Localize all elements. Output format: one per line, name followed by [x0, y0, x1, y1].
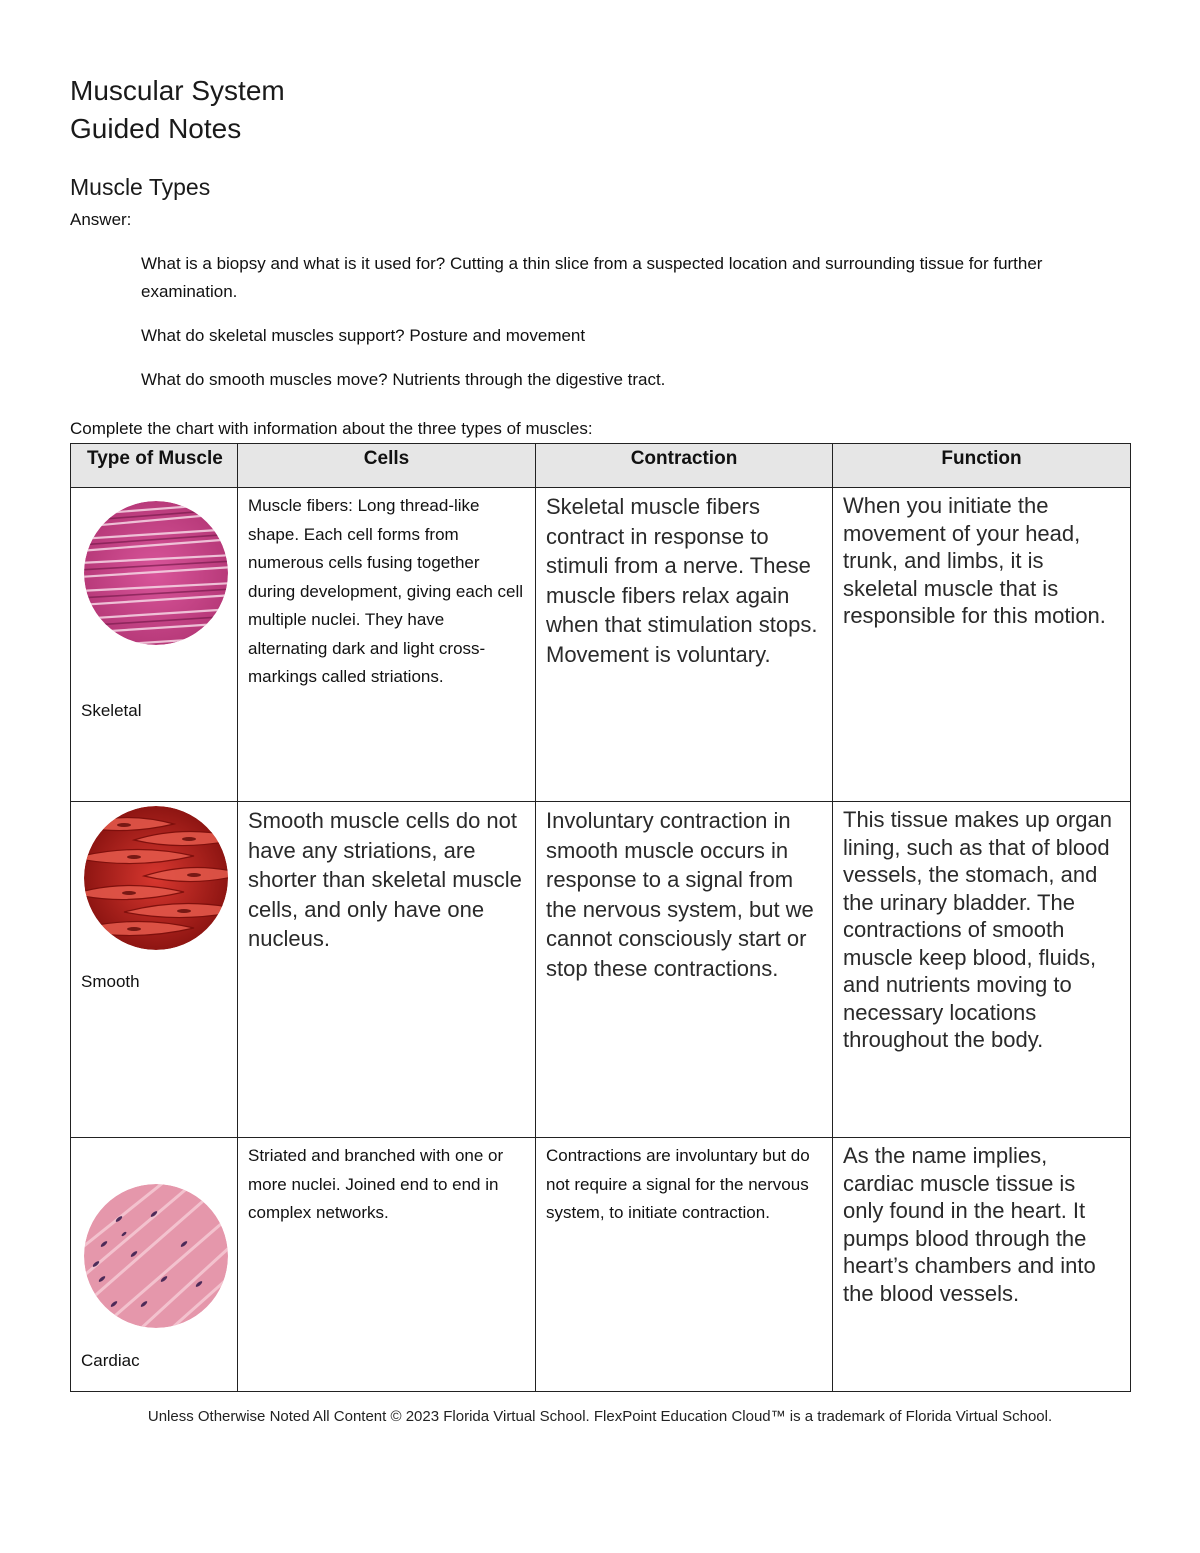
- type-cell-smooth: [71, 802, 238, 1138]
- header-function: Function: [833, 444, 1131, 488]
- cells-text-cardiac: Striated and branched with one or more nuclei. Joined end to end in complex networks.: [248, 1146, 504, 1222]
- function-text-smooth: This tissue makes up organ lining, such as that of blood vessels, the stomach, and the urinary bladder. The contractions of smooth muscle keep blood, fluids, and nutrients moving to necessary locations throughout the body.: [843, 807, 1113, 1052]
- cardiac-muscle-image: [84, 1184, 228, 1328]
- cells-text-skeletal: Muscle fibers: Long thread-like shape. Each cell forms from numerous cells fusing together during development, giving each cell multiple nuclei. They have alternating dark and light cross-markings called striations.: [248, 496, 524, 686]
- header-contraction: Contraction: [536, 444, 833, 488]
- table-row-cardiac: [71, 1138, 1131, 1392]
- function-cardiac: [833, 1138, 1131, 1392]
- smooth-muscle-image: [84, 806, 228, 950]
- contraction-smooth: [536, 802, 833, 1138]
- cells-smooth: [238, 802, 536, 1138]
- type-label-cardiac: Cardiac: [81, 1351, 140, 1370]
- cells-cardiac: [238, 1138, 536, 1392]
- question-smooth-move: What do smooth muscles move? Nutrients through the digestive tract.: [141, 370, 666, 389]
- header-type-of-muscle: Type of Muscle: [71, 444, 238, 488]
- cells-text-smooth: Smooth muscle cells do not have any striations, are shorter than skeletal muscle cells, and only have one nucleus.: [248, 808, 522, 951]
- function-text-skeletal: When you initiate the movement of your head, trunk, and limbs, it is skeletal muscle that is responsible for this motion.: [843, 493, 1106, 628]
- contraction-text-smooth: Involuntary contraction in smooth muscle occurs in response to a signal from the nervous system, but we cannot consciously start or stop these contractions.: [546, 808, 814, 981]
- header-cells: Cells: [238, 444, 536, 488]
- table-row-skeletal: [71, 488, 1131, 802]
- page-title: Muscular System: [70, 75, 285, 106]
- skeletal-muscle-image: [84, 501, 228, 645]
- contraction-cardiac: [536, 1138, 833, 1392]
- contraction-text-cardiac: Contractions are involuntary but do not require a signal for the nervous system, to initiate contraction.: [546, 1146, 810, 1222]
- table-header-row: [71, 444, 1131, 488]
- type-label-skeletal: Skeletal: [81, 701, 142, 720]
- function-smooth: [833, 802, 1131, 1138]
- question-skeletal-support: What do skeletal muscles support? Posture and movement: [141, 326, 586, 345]
- muscle-types-table: [70, 443, 1131, 1392]
- chart-intro: Complete the chart with information about the three types of muscles:: [70, 419, 593, 438]
- function-skeletal: [833, 488, 1131, 802]
- table-row-smooth: [71, 802, 1131, 1138]
- contraction-text-skeletal: Skeletal muscle fibers contract in response to stimuli from a nerve. These muscle fibers relax again when that stimulation stops. Movement is voluntary.: [546, 494, 818, 667]
- copyright-footer: Unless Otherwise Noted All Content © 2023 Florida Virtual School. FlexPoint Education Cloud™ is a trademark of Florida Virtual School.: [147, 1408, 1053, 1425]
- contraction-skeletal: [536, 488, 833, 802]
- section-heading: Muscle Types: [70, 174, 211, 200]
- question-biopsy: What is a biopsy and what is it used for? Cutting a thin slice from a suspected location and surrounding tissue for further examination.: [141, 254, 1043, 301]
- type-cell-cardiac: [71, 1138, 238, 1392]
- cells-skeletal: [238, 488, 536, 802]
- type-cell-skeletal: [71, 488, 238, 802]
- answer-label: Answer:: [70, 210, 132, 229]
- function-text-cardiac: As the name implies, cardiac muscle tissue is only found in the heart. It pumps blood through the heart’s chambers and into the blood vessels.: [843, 1143, 1096, 1306]
- page-subtitle: Guided Notes: [70, 113, 242, 144]
- type-label-smooth: Smooth: [81, 972, 140, 991]
